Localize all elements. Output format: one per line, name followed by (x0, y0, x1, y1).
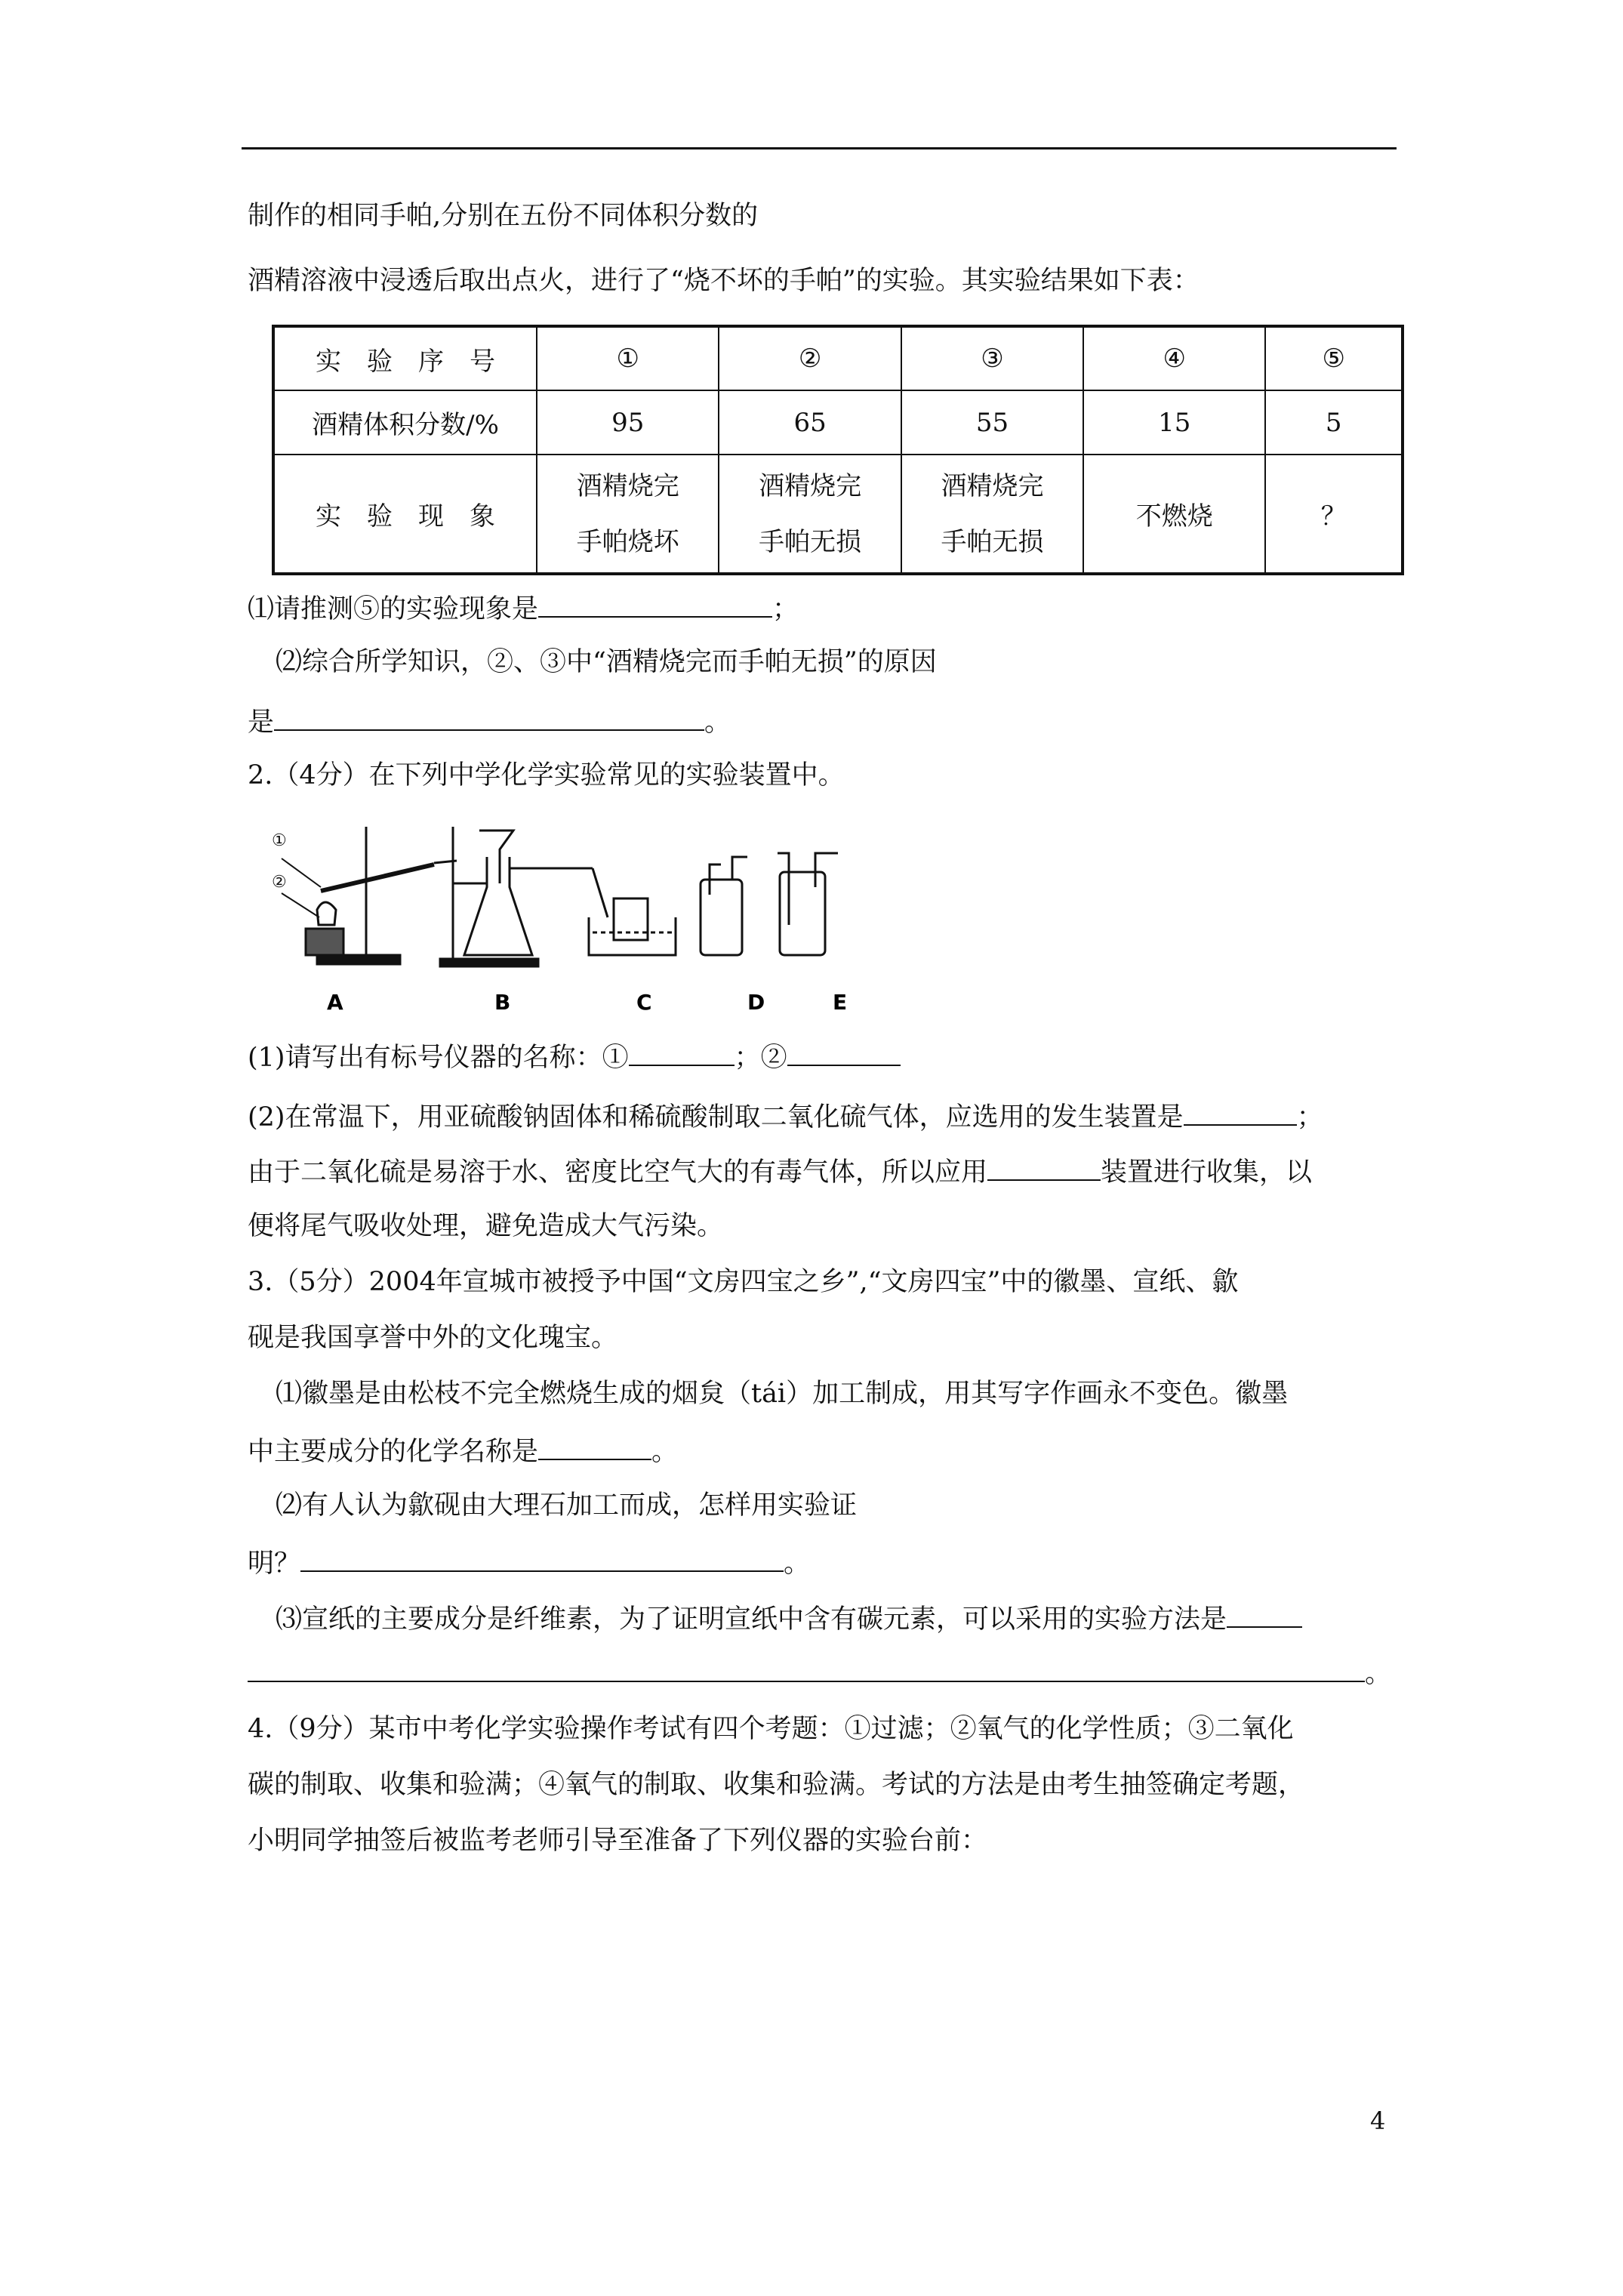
apparatus-e (778, 853, 838, 955)
header-rule (242, 147, 1397, 149)
apparatus-a (272, 827, 457, 964)
figure-label-e: E (833, 990, 848, 1015)
answer-blank[interactable] (987, 1152, 1101, 1181)
q1-part2-cont: 是 。 (248, 702, 731, 741)
q4-line3: 小明同学抽签后被监考老师引导至准备了下列仪器的实验台前： (248, 1826, 988, 1856)
q4-line2: 碳的制取、收集和验满；④氧气的制取、收集和验满。考试的方法是由考生抽签确定考题， (248, 1770, 1305, 1800)
q4-line1: 4.（9分）某市中考化学实验操作考试有四个考题：①过滤；②氧气的化学性质；③二氧化 (248, 1714, 1294, 1744)
phenomenon-text: 酒精烧完 (576, 470, 679, 501)
apparatus-figure (272, 812, 955, 1023)
page-number: 4 (1370, 2106, 1386, 2135)
q3-sub2-line2: 明？ 。 (248, 1543, 810, 1582)
fraction-cell: 95 (537, 390, 719, 455)
answer-blank[interactable] (1184, 1097, 1297, 1126)
answer-blank[interactable] (538, 589, 772, 618)
answer-blank[interactable] (629, 1037, 735, 1066)
q1-part1: ⑴请推测⑤的实验现象是 ； (248, 589, 799, 627)
table-row (273, 390, 1403, 455)
phenomenon-text: 酒精烧完 (759, 470, 862, 501)
fraction-cell: 55 (901, 390, 1083, 455)
marker-2: ② (272, 873, 287, 892)
q3-sub3-line2: 。 (248, 1653, 1391, 1692)
trial-number-cell: ⑤ (1265, 326, 1403, 390)
answer-blank[interactable] (1227, 1599, 1302, 1628)
q3-title-line2: 砚是我国享誉中外的文化瑰宝。 (248, 1323, 618, 1353)
intro-line-1: 制作的相同手帕,分别在五份不同体积分数的 (248, 201, 759, 231)
table-row (273, 326, 1403, 390)
answer-blank[interactable] (274, 702, 704, 731)
phenomenon-cell (537, 455, 719, 574)
phenomenon-text: 手帕无损 (759, 526, 862, 557)
fraction-cell: 65 (719, 390, 901, 455)
fraction-cell: 5 (1265, 390, 1403, 455)
table-row (273, 455, 1403, 574)
q3-sub2-line1: ⑵有人认为歙砚由大理石加工而成，怎样用实验证 (276, 1490, 858, 1521)
q2-sub2-line1: (2)在常温下，用亚硫酸钠固体和稀硫酸制取二氧化硫气体，应选用的发生装置是 ； (248, 1097, 1323, 1136)
apparatus-d (701, 857, 747, 955)
trial-number-cell: ② (719, 326, 901, 390)
intro-line-2: 酒精溶液中浸透后取出点火，进行了“烧不坏的手帕”的实验。其实验结果如下表： (248, 266, 1200, 296)
phenomenon-cell (719, 455, 901, 574)
q3-sub1-line1: ⑴徽墨是由松枝不完全燃烧生成的烟炱（tái）加工制成，用其写字作画永不变色。徽墨 (276, 1379, 1289, 1409)
phenomenon-text: 手帕无损 (941, 526, 1044, 557)
phenomenon-text: 酒精烧完 (941, 470, 1044, 501)
figure-label-d: D (747, 990, 765, 1015)
figure-label-c: C (636, 990, 652, 1015)
answer-blank[interactable] (787, 1037, 901, 1066)
figure-label-b: B (494, 990, 511, 1015)
phenomenon-label-cell: 实 验 现 象 (273, 455, 537, 574)
figure-label-a: A (327, 990, 343, 1015)
apparatus-c (589, 898, 676, 955)
q2-sub2-line2: 由于二氧化硫是易溶于水、密度比空气大的有毒气体，所以应用 装置进行收集，以 (248, 1152, 1312, 1191)
trial-number-cell: ③ (901, 326, 1083, 390)
answer-blank[interactable] (248, 1653, 1365, 1682)
answer-blank[interactable] (300, 1543, 784, 1572)
q2-title: 2.（4分）在下列中学化学实验常见的实验装置中。 (248, 760, 845, 791)
results-table (272, 325, 1404, 575)
answer-blank[interactable] (538, 1432, 651, 1460)
trial-number-cell: ④ (1083, 326, 1265, 390)
phenomenon-cell: 不燃烧 (1083, 455, 1265, 574)
phenomenon-cell (901, 455, 1083, 574)
q3-sub3-line1: ⑶宣纸的主要成分是纤维素，为了证明宣纸中含有碳元素，可以采用的实验方法是 (276, 1599, 1302, 1638)
q3-sub1-line2: 中主要成分的化学名称是 。 (248, 1432, 678, 1470)
q2-sub1: (1)请写出有标号仪器的名称：① ；② (248, 1037, 901, 1076)
q2-sub2-line3: 便将尾气吸收处理，避免造成大气污染。 (248, 1211, 724, 1241)
fraction-cell: 15 (1083, 390, 1265, 455)
phenomenon-text: 手帕烧坏 (576, 526, 679, 557)
q3-title-line1: 3.（5分）2004年宣城市被授予中国“文房四宝之乡”,“文房四宝”中的徽墨、宣纸、歙 (248, 1267, 1239, 1297)
apparatus-b (440, 827, 608, 966)
header-label-cell: 实 验 序 号 (273, 326, 537, 390)
marker-1: ① (272, 831, 287, 850)
trial-number-cell: ① (537, 326, 719, 390)
phenomenon-cell: ？ (1265, 455, 1403, 574)
q1-part2: ⑵综合所学知识，②、③中“酒精烧完而手帕无损”的原因 (276, 647, 937, 677)
fraction-label-cell: 酒精体积分数/% (273, 390, 537, 455)
